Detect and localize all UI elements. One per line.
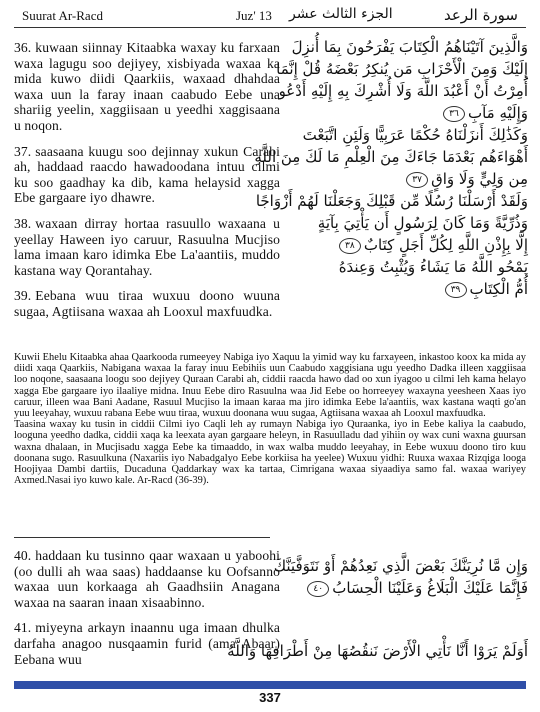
ayah-number-marker: ٣٦ — [443, 106, 465, 122]
verse-number: 41. — [14, 620, 32, 636]
arabic-line-end-38 — [288, 234, 528, 256]
verse-number: 40. — [14, 548, 32, 563]
sura-title-ar: سورة الرعد — [443, 6, 518, 24]
verse-number: 39. — [14, 288, 32, 304]
verse-text: saasaana kuugu soo dejinnay xukun Carabi ah, haddaad raacdo hawadoodana intuu cilmi ku soo gaadhay ka dib, kama helaysid xagga Ebe gargaare iyo dhawre. — [14, 143, 280, 206]
verse-text: waxaan dirray hortaa rasuullo waxaana u yeellay Haween iyo caruur, Rasuulna Mucjiso lama imaan karo idimka Ebe La'aantiis, muddo kastana way Qorantahay. — [14, 215, 280, 278]
ayah-number-marker: ٣٨ — [339, 238, 361, 254]
ayah-number-marker: ٣٧ — [406, 172, 428, 188]
verse-number: 36. — [14, 40, 32, 55]
arabic-text: مِن وَلِيٍّ وَلَا وَاقٍ — [431, 170, 528, 188]
juz-label-ar: الجزء الثالث عشر — [289, 6, 393, 22]
footer-band — [14, 681, 526, 689]
arabic-text: إِلَّا بِإِذْنِ اللَّهِ لِكُلِّ أَجَلٍ كِتَابٌ — [363, 236, 528, 254]
verse-39 — [14, 288, 280, 319]
verse-36 — [14, 40, 280, 134]
header-rule — [14, 27, 526, 28]
arabic-column-top — [254, 36, 528, 300]
arabic-line: وَكَذَٰلِكَ أَنزَلْنَاهُ حُكْمًا عَرَبِيًّا وَلَئِنِ اتَّبَعْتَ — [302, 126, 528, 144]
verse-38 — [14, 216, 280, 278]
translation-column-top — [14, 40, 280, 330]
arabic-line: أَهْوَاءَهُم بَعْدَمَا جَاءَكَ مِنَ الْعِلْمِ مَا لَكَ مِنَ اللَّهِ — [254, 148, 528, 166]
arabic-line-end-39 — [288, 278, 528, 300]
arabic-line: إِلَيْكَ وَمِنَ الْأَحْزَابِ مَن يُنكِرُ بَعْضَهُ قُلْ إِنَّمَا — [276, 60, 528, 78]
arabic-line: وَإِن مَّا نُرِيَنَّكَ بَعْضَ الَّذِي نَعِدُهُمْ أَوْ نَتَوَفَّيَنَّكَ — [273, 557, 528, 575]
arabic-text: وَإِلَيْهِ مَآبِ — [467, 104, 528, 122]
ayah-number-marker: ٣٩ — [445, 282, 467, 298]
verse-text: kuwaan siinnay Kitaabka waxay ku farxaan waxa lagugu soo dejiyey, xisbiyada waxaa ka mida kuwo diidi Qaarkiis, waxaad dhahdaa waxa uun la faray inaan caabudo Eebe una shariig yeelin, xaggiisaan u yeedhi xaggisaana u noqon. — [14, 40, 280, 133]
arabic-text: فَإِنَّمَا عَلَيْكَ الْبَلَاغُ وَعَلَيْنَا الْحِسَابُ — [332, 579, 528, 597]
separator-rule — [14, 537, 270, 538]
arabic-line: أُمِرْتُ أَنْ أَعْبُدَ اللَّهَ وَلَا أُشْرِكَ بِهِ إِلَيْهِ أَدْعُو — [278, 82, 528, 100]
arabic-text: أُمُّ الْكِتَابِ — [469, 280, 528, 298]
arabic-line-end-36 — [288, 102, 528, 124]
arabic-line: وَذُرِّيَّةً وَمَا كَانَ لِرَسُولٍ أَن يَأْتِيَ بِآيَةٍ — [317, 214, 528, 232]
arabic-line-end-40 — [288, 577, 528, 599]
page-number: 337 — [259, 690, 281, 705]
arabic-column-bottom — [273, 555, 528, 599]
commentary-paragraph: Kuwii Ehelu Kitaabka ahaa Qaarkooda rumeeyey Nabiga iyo Xaquu la yimid way ku farxayeen, inkastoo koox ka mida ay diidi xaqa Qaarkiis, Nabigana waxaa la faray inuu Eebihiis uun Caabudo xaggisiana ugu yeedho Dadka illeen xaggiisaa loo noqone, saasaana loogu soo dejiyey Quraan Carabi ah, ciddii raacda hawo dad oo xun iyagoo u cilmi leh kama helayo xagga Ebe gargaare iyo ilaaliye midna. Inuu Eebe diro Rasuulna waa Jid Eebe oo horreeyey waxayna yeesheen Xaas iyo caruur, illeen waa Bani Aadane, Rasuul Mucjiso la imaan karaa ma jiro idimka Eebe la'aantiis, wax kastana waqti go'an yuu leeyahay, wuxuu rabana Eebe wuu tiraa, wuxuu doonana wuu sugaa, Agtiisana waxaa ah Looxul maxfuudka. — [14, 352, 526, 420]
juz-label-en: Juz' 13 — [236, 8, 272, 23]
ayah-number-marker: ٤٠ — [307, 581, 329, 597]
verse-number: 38. — [14, 215, 32, 231]
commentary-block — [14, 352, 526, 486]
verse-number: 37. — [14, 143, 32, 159]
arabic-line: يَمْحُو اللَّهُ مَا يَشَاءُ وَيُثْبِتُ وَعِندَهُ — [338, 258, 528, 276]
page-header — [14, 4, 526, 26]
commentary-paragraph: Taasina waxay ku tusin in ciddii Cilmi iyo Caqli leh ay rumayn Nabiga iyo Quraanka, iyo in Eebe kaliya la caabudo, looguna yeedho dadka, ciddii xaqa ka leexata ayan gargaare heleyn, in Rasuulladu dad yihiin oy wax cuni waxna guursan waxna dhalaan, in Mucjisadu xagga Eebe ka timaaddo, in wax walba muddo leeyahay, in Eebe wuxuu doono tiro kuu doonana sugo. Rasuulkuna (Naxariis iyo Nabadgalyo Eebe korkiisa ha yeelee) Wuxuu yidhi: Ruuxa waxaa Rizqiga looga Hoojiyaa Dambi dartiis, Ducaduna Qaddarkay wax ka tartaa, Cimrigana waxaa siyaadiya samo fal. waxaa wariyey Axmed.Nasai iyo kuwo kale. Ar-Racd (36-39). — [14, 419, 526, 487]
arabic-column-bottom-41 — [227, 640, 528, 662]
verse-40 — [14, 548, 280, 610]
verse-text: haddaan ku tusinno qaar waxaan u yaboohi (oo dulli ah waa saas) haddaanse ku Oofsanno waxaa uun korkaaga ah Gaadhsiin Anagana waxaa na saaran inaan xisaabinno. — [14, 548, 280, 610]
verse-text: miyeyna arkayn inaannu uga imaan dhulka darfaha anagoo nusqaamin furid (ama Abaar) Eebana wuu — [14, 620, 280, 667]
sura-title-en: Suurat Ar-Racd — [22, 8, 103, 23]
verse-37 — [14, 144, 280, 206]
arabic-line: وَالَّذِينَ آتَيْنَاهُمُ الْكِتَابَ يَفْرَحُونَ بِمَا أُنزِلَ — [291, 38, 528, 56]
arabic-line: أَوَلَمْ يَرَوْا أَنَّا نَأْتِي الْأَرْضَ نَنقُصُهَا مِنْ أَطْرَافِهَا وَاللَّهُ — [227, 642, 528, 660]
verse-text: Eebana wuu tiraa wuxuu doono wuuna sugaa, Agtiisana waxaa ah Looxul maxfuudka. — [14, 288, 280, 319]
arabic-line: وَلَقَدْ أَرْسَلْنَا رُسُلًا مِّن قَبْلِكَ وَجَعَلْنَا لَهُمْ أَزْوَاجًا — [255, 192, 528, 210]
arabic-line-end-37 — [288, 168, 528, 190]
